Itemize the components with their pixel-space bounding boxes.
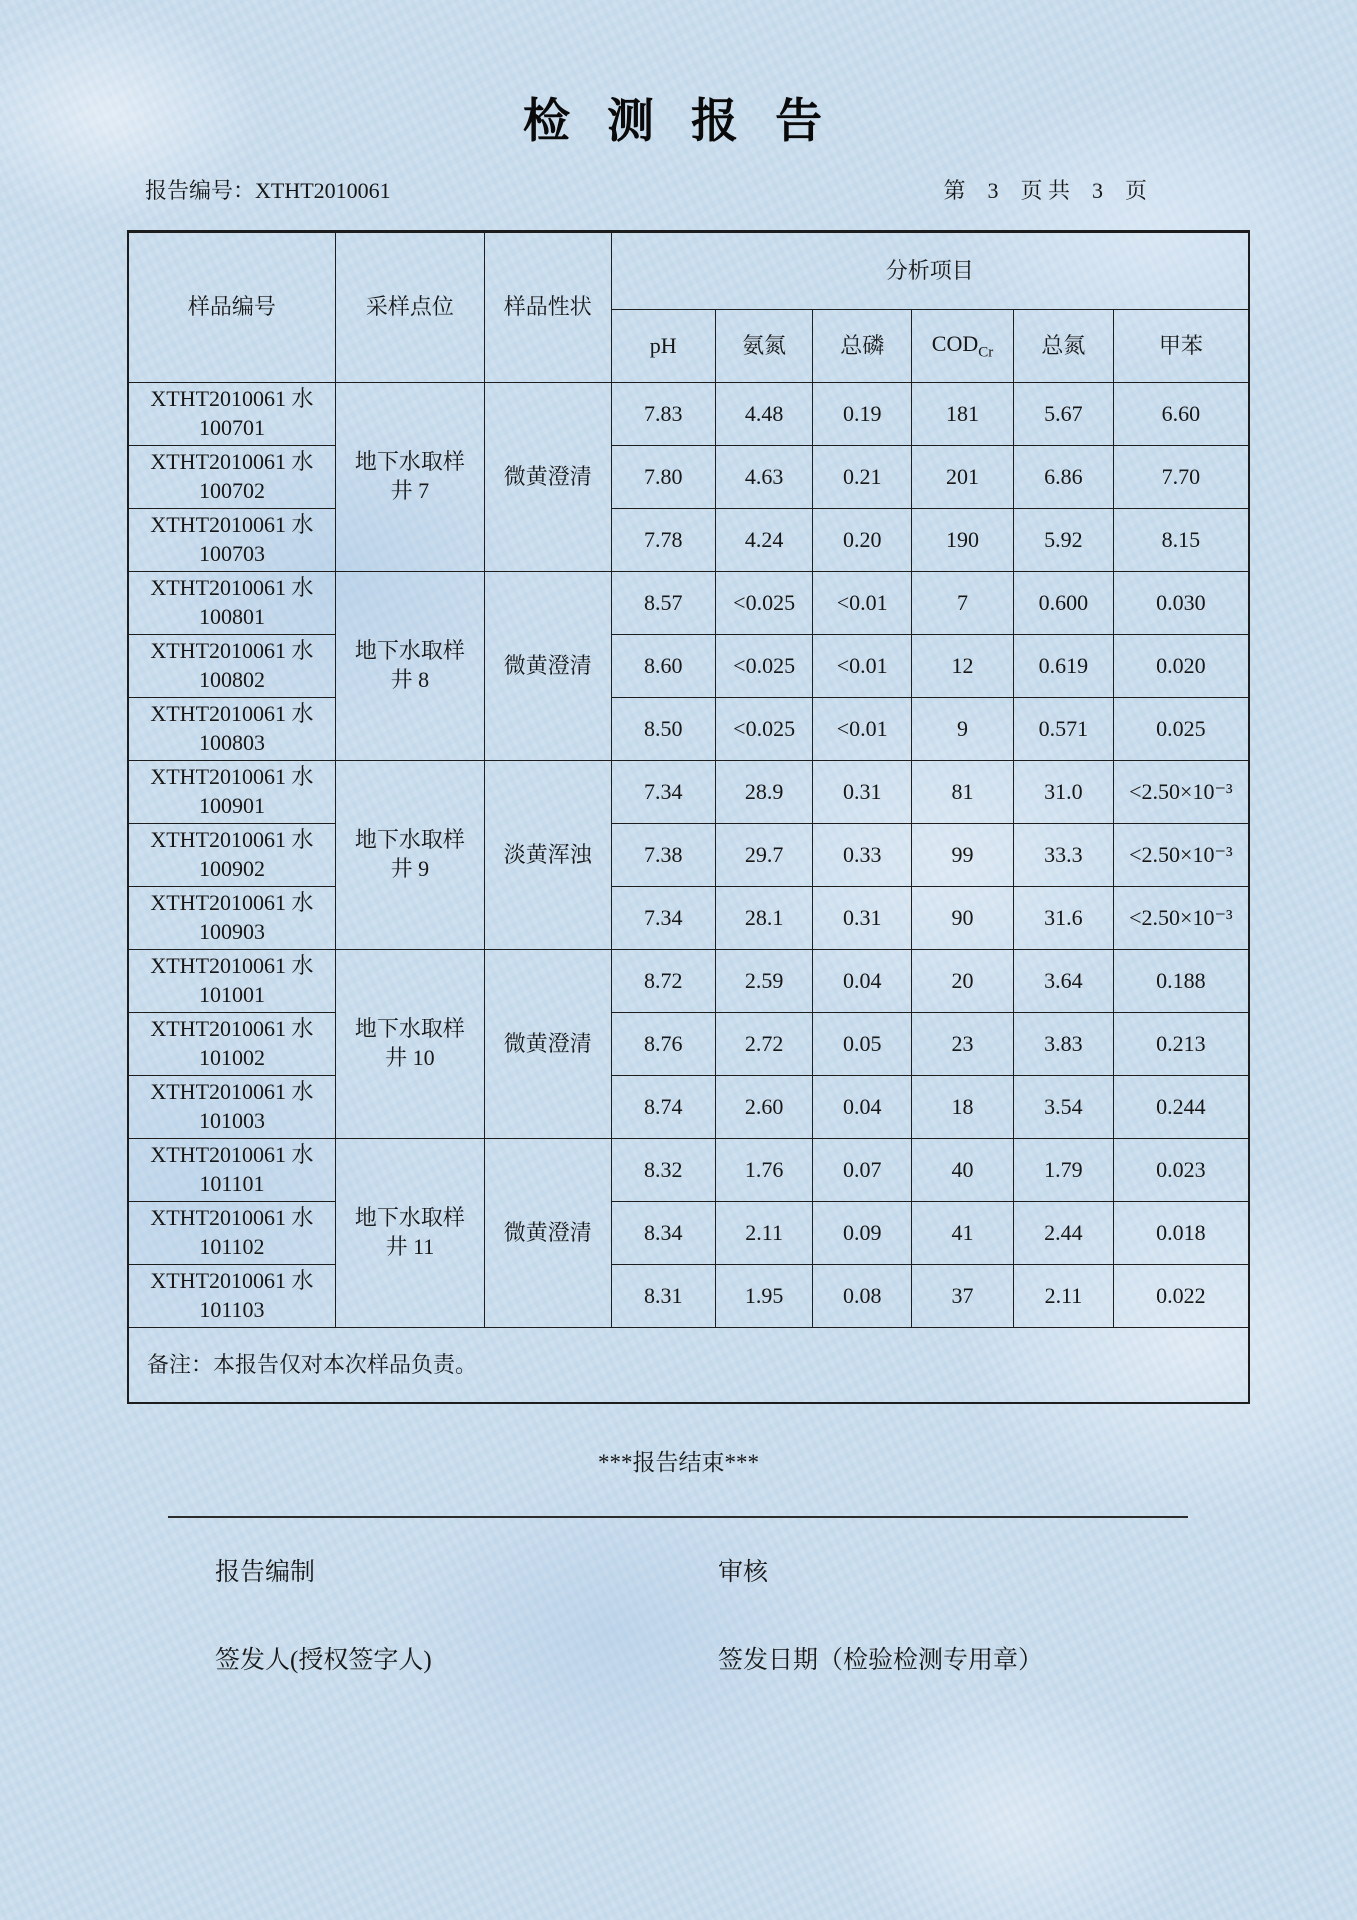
value-cell: 0.07 [813, 1139, 912, 1202]
col-header-total-phosphorus: 总磷 [813, 310, 912, 383]
table-row [128, 1139, 1249, 1202]
value-cell: 181 [912, 383, 1014, 446]
value-cell: 0.188 [1113, 950, 1249, 1013]
table-row [128, 635, 1249, 698]
sample-id-cell: XTHT2010061 水 101001 [128, 950, 335, 1013]
table-row [128, 887, 1249, 950]
value-cell: 2.72 [715, 1013, 813, 1076]
sample-id-cell: XTHT2010061 水 101101 [128, 1139, 335, 1202]
sampling-location-cell: 地下水取样 井 10 [335, 950, 484, 1139]
value-cell: 29.7 [715, 824, 813, 887]
value-cell: 7.70 [1113, 446, 1249, 509]
value-cell: 2.11 [1014, 1265, 1114, 1328]
value-cell: 0.244 [1113, 1076, 1249, 1139]
sample-id-cell: XTHT2010061 水 101103 [128, 1265, 335, 1328]
value-cell: 37 [912, 1265, 1014, 1328]
value-cell: 8.34 [611, 1202, 715, 1265]
value-cell: 4.63 [715, 446, 813, 509]
value-cell: 0.19 [813, 383, 912, 446]
value-cell: 41 [912, 1202, 1014, 1265]
col-header-total-nitrogen: 总氮 [1014, 310, 1114, 383]
col-header-location: 采样点位 [335, 232, 484, 383]
value-cell: 0.213 [1113, 1013, 1249, 1076]
signer-label: 签发人(授权签字人) [215, 1647, 432, 1674]
table-row [128, 1265, 1249, 1328]
sign-date-label: 签发日期（检验检测专用章） [718, 1647, 1044, 1674]
table-row [128, 1076, 1249, 1139]
value-cell: 1.79 [1014, 1139, 1114, 1202]
col-header-analysis-group: 分析项目 [611, 232, 1249, 310]
sampling-location-cell: 地下水取样 井 9 [335, 761, 484, 950]
value-cell: <0.025 [715, 698, 813, 761]
col-header-character: 样品性状 [484, 232, 611, 383]
value-cell: 3.54 [1014, 1076, 1114, 1139]
value-cell: 2.44 [1014, 1202, 1114, 1265]
value-cell: <0.01 [813, 635, 912, 698]
table-row [128, 446, 1249, 509]
prepared-by-label: 报告编制 [215, 1559, 316, 1586]
value-cell: 5.67 [1014, 383, 1114, 446]
value-cell: 0.600 [1014, 572, 1114, 635]
value-cell: 8.72 [611, 950, 715, 1013]
value-cell: 2.59 [715, 950, 813, 1013]
results-table [127, 230, 1250, 1404]
value-cell: 0.08 [813, 1265, 912, 1328]
value-cell: 33.3 [1014, 824, 1114, 887]
value-cell: 7.80 [611, 446, 715, 509]
report-number-value: XTHT2010061 [255, 178, 391, 203]
sample-character-cell: 微黄澄清 [484, 383, 611, 572]
value-cell: 7.34 [611, 761, 715, 824]
value-cell: 18 [912, 1076, 1014, 1139]
col-header-cod [912, 310, 1014, 383]
value-cell: 0.31 [813, 887, 912, 950]
value-cell: 8.76 [611, 1013, 715, 1076]
value-cell: 0.023 [1113, 1139, 1249, 1202]
sample-id-cell: XTHT2010061 水 100903 [128, 887, 335, 950]
value-cell: 31.6 [1014, 887, 1114, 950]
value-cell: 0.020 [1113, 635, 1249, 698]
col-header-toluene: 甲苯 [1113, 310, 1249, 383]
reviewer-label: 审核 [718, 1559, 769, 1586]
value-cell: 28.9 [715, 761, 813, 824]
cod-subscript: Cr [978, 343, 994, 360]
value-cell: 31.0 [1014, 761, 1114, 824]
note-row [128, 1328, 1249, 1404]
sample-id-cell: XTHT2010061 水 100902 [128, 824, 335, 887]
sample-character-cell: 微黄澄清 [484, 572, 611, 761]
sample-id-cell: XTHT2010061 水 100801 [128, 572, 335, 635]
value-cell: 20 [912, 950, 1014, 1013]
value-cell: 3.83 [1014, 1013, 1114, 1076]
value-cell: 0.20 [813, 509, 912, 572]
value-cell: 7.83 [611, 383, 715, 446]
value-cell: 8.74 [611, 1076, 715, 1139]
value-cell: 8.15 [1113, 509, 1249, 572]
value-cell: 8.32 [611, 1139, 715, 1202]
value-cell: 0.018 [1113, 1202, 1249, 1265]
sample-id-cell: XTHT2010061 水 101002 [128, 1013, 335, 1076]
page-title: 检 测 报 告 [522, 94, 835, 147]
signature-divider-line [168, 1516, 1188, 1518]
value-cell: 7.78 [611, 509, 715, 572]
value-cell: 23 [912, 1013, 1014, 1076]
sampling-location-cell: 地下水取样 井 7 [335, 383, 484, 572]
report-number-label: 报告编号： [145, 178, 256, 203]
value-cell: 7.38 [611, 824, 715, 887]
sample-character-cell: 微黄澄清 [484, 1139, 611, 1328]
note-cell: 备注：本报告仅对本次样品负责。 [128, 1328, 1249, 1404]
value-cell: 190 [912, 509, 1014, 572]
value-cell: 2.60 [715, 1076, 813, 1139]
table-row [128, 761, 1249, 824]
table-row [128, 1013, 1249, 1076]
value-cell: 8.57 [611, 572, 715, 635]
value-cell: <2.50×10⁻³ [1113, 824, 1249, 887]
value-cell: <2.50×10⁻³ [1113, 761, 1249, 824]
value-cell: 99 [912, 824, 1014, 887]
value-cell: 0.09 [813, 1202, 912, 1265]
value-cell: 5.92 [1014, 509, 1114, 572]
value-cell: 2.11 [715, 1202, 813, 1265]
sample-id-cell: XTHT2010061 水 101003 [128, 1076, 335, 1139]
table-row [128, 698, 1249, 761]
results-tbody [128, 383, 1249, 1328]
value-cell: 8.31 [611, 1265, 715, 1328]
table-row [128, 509, 1249, 572]
value-cell: 81 [912, 761, 1014, 824]
sample-id-cell: XTHT2010061 水 101102 [128, 1202, 335, 1265]
value-cell: 9 [912, 698, 1014, 761]
value-cell: <0.025 [715, 572, 813, 635]
value-cell: 8.50 [611, 698, 715, 761]
value-cell: <0.025 [715, 635, 813, 698]
value-cell: 6.86 [1014, 446, 1114, 509]
value-cell: 0.619 [1014, 635, 1114, 698]
value-cell: 12 [912, 635, 1014, 698]
value-cell: 0.025 [1113, 698, 1249, 761]
value-cell: <0.01 [813, 572, 912, 635]
col-header-ammonia-nitrogen: 氨氮 [715, 310, 813, 383]
sample-id-cell: XTHT2010061 水 100702 [128, 446, 335, 509]
report-number [145, 174, 391, 205]
value-cell: 0.33 [813, 824, 912, 887]
value-cell: 7.34 [611, 887, 715, 950]
value-cell: 0.05 [813, 1013, 912, 1076]
sample-character-cell: 淡黄浑浊 [484, 761, 611, 950]
table-row [128, 572, 1249, 635]
value-cell: 0.04 [813, 950, 912, 1013]
table-row [128, 824, 1249, 887]
value-cell: 4.24 [715, 509, 813, 572]
value-cell: 1.76 [715, 1139, 813, 1202]
value-cell: 201 [912, 446, 1014, 509]
value-cell: 90 [912, 887, 1014, 950]
value-cell: 3.64 [1014, 950, 1114, 1013]
sample-id-cell: XTHT2010061 水 100802 [128, 635, 335, 698]
cod-label: COD [931, 330, 979, 356]
sampling-location-cell: 地下水取样 井 11 [335, 1139, 484, 1328]
value-cell: 7 [912, 572, 1014, 635]
col-header-sample-id: 样品编号 [128, 232, 335, 383]
table-row [128, 383, 1249, 446]
value-cell: 4.48 [715, 383, 813, 446]
value-cell: 1.95 [715, 1265, 813, 1328]
value-cell: 0.030 [1113, 572, 1249, 635]
value-cell: 28.1 [715, 887, 813, 950]
table-row [128, 1202, 1249, 1265]
sample-id-cell: XTHT2010061 水 100701 [128, 383, 335, 446]
sample-character-cell: 微黄澄清 [484, 950, 611, 1139]
sample-id-cell: XTHT2010061 水 100901 [128, 761, 335, 824]
sampling-location-cell: 地下水取样 井 8 [335, 572, 484, 761]
value-cell: <2.50×10⁻³ [1113, 887, 1249, 950]
value-cell: 0.571 [1014, 698, 1114, 761]
value-cell: 0.21 [813, 446, 912, 509]
report-end-mark: ***报告结束*** [598, 1450, 759, 1475]
value-cell: <0.01 [813, 698, 912, 761]
page-indicator: 第 3 页 共 3 页 [943, 178, 1147, 203]
header-row-1 [128, 232, 1249, 310]
value-cell: 40 [912, 1139, 1014, 1202]
sample-id-cell: XTHT2010061 水 100803 [128, 698, 335, 761]
value-cell: 8.60 [611, 635, 715, 698]
value-cell: 0.31 [813, 761, 912, 824]
table-row [128, 950, 1249, 1013]
sample-id-cell: XTHT2010061 水 100703 [128, 509, 335, 572]
col-header-ph: pH [611, 310, 715, 383]
value-cell: 0.022 [1113, 1265, 1249, 1328]
value-cell: 0.04 [813, 1076, 912, 1139]
value-cell: 6.60 [1113, 383, 1249, 446]
